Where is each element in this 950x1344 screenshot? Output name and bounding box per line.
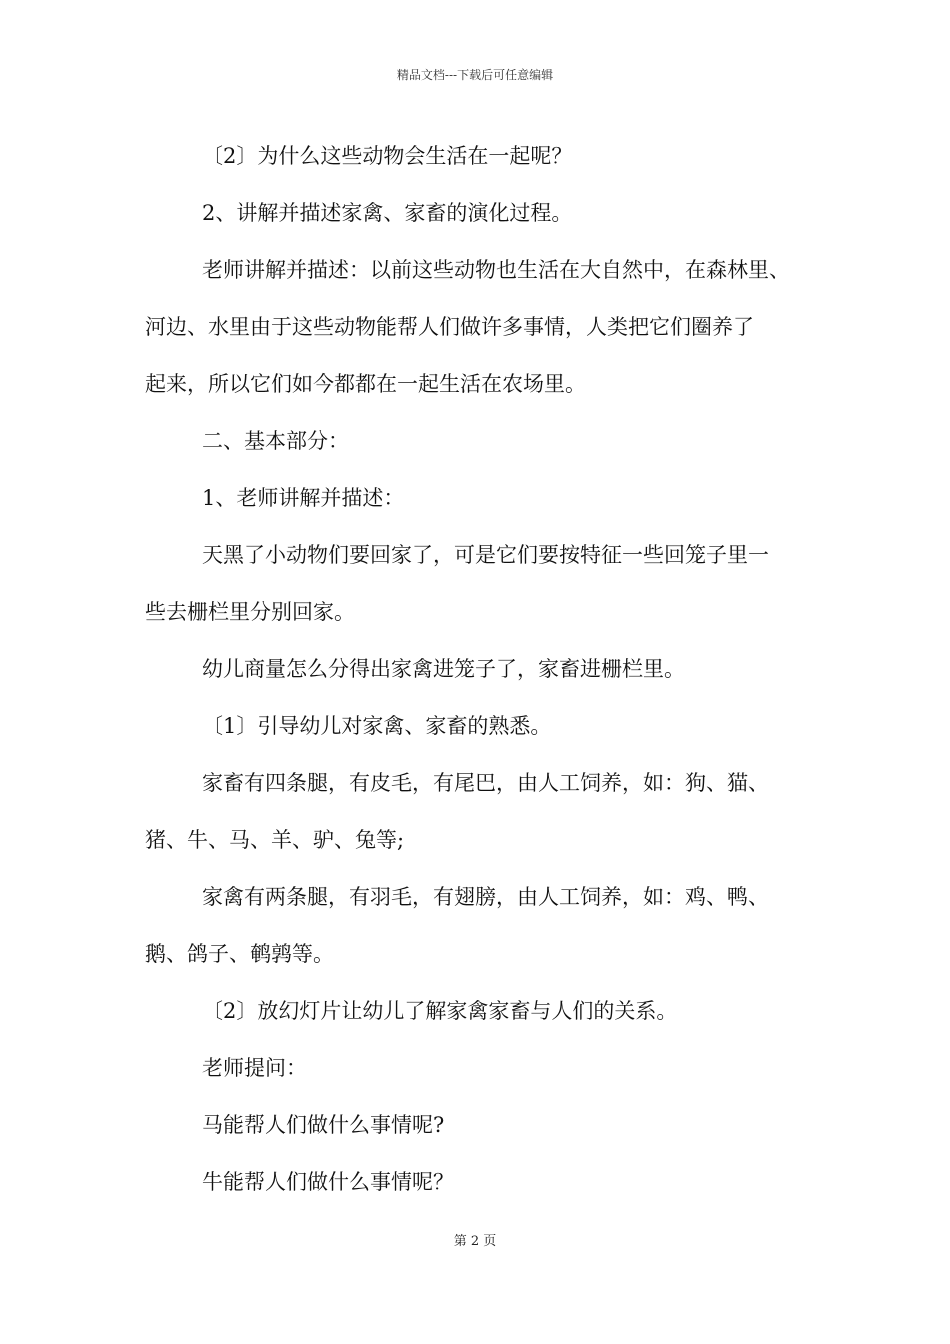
paragraph: 河边、水里由于这些动物能帮人们做许多事情，人类把它们圈养了 [145, 315, 754, 339]
paragraph: 1、老师讲解并描述： [202, 486, 405, 510]
paragraph: 猪、牛、马、羊、驴、兔等; [145, 828, 405, 852]
paragraph: 鹅、鸽子、鹌鹑等。 [145, 942, 334, 966]
paragraph: 牛能帮人们做什么事情呢？ [202, 1170, 454, 1194]
paragraph: 〔2〕为什么这些动物会生活在一起呢？ [202, 144, 573, 168]
section-heading: 二、基本部分： [202, 429, 349, 453]
page-number: 第 2 页 [453, 1234, 497, 1249]
paragraph: 家畜有四条腿，有皮毛，有尾巴，由人工饲养，如：狗、猫、 [202, 771, 769, 795]
paragraph: 〔1〕引导幼儿对家禽、家畜的熟悉。 [202, 714, 552, 738]
page-header: 精品文档---下载后可任意编辑 [396, 68, 554, 82]
paragraph: 老师讲解并描述：以前这些动物也生活在大自然中，在森林里、 [202, 258, 790, 282]
paragraph: 马能帮人们做什么事情呢? [202, 1113, 445, 1137]
document-body [145, 128, 825, 1211]
paragraph: 幼儿商量怎么分得出家禽进笼子了，家畜进栅栏里。 [202, 657, 685, 681]
paragraph: 2、讲解并描述家禽、家畜的演化过程。 [202, 201, 573, 225]
paragraph: 些去栅栏里分别回家。 [145, 600, 355, 624]
paragraph: 天黑了小动物们要回家了，可是它们要按特征一些回笼子里一 [202, 543, 769, 567]
paragraph: 〔2〕放幻灯片让幼儿了解家禽家畜与人们的关系。 [202, 999, 678, 1023]
paragraph: 起来，所以它们如今都都在一起生活在农场里。 [145, 372, 586, 396]
paragraph: 家禽有两条腿，有羽毛，有翅膀，由人工饲养，如：鸡、鸭、 [202, 885, 769, 909]
paragraph: 老师提问： [202, 1056, 307, 1080]
